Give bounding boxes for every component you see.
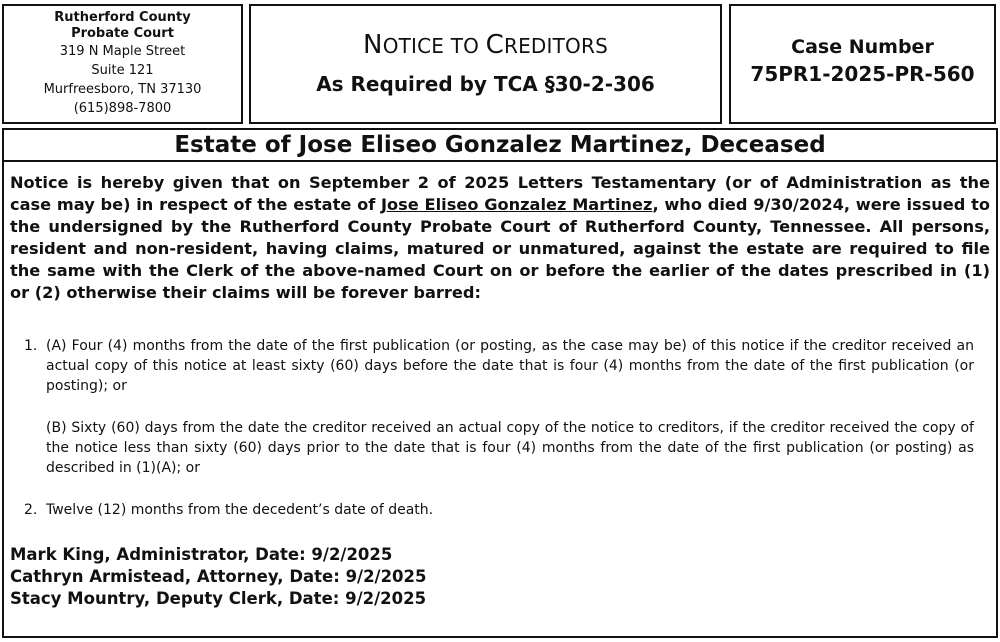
case-number-value: 75PR1-2025-PR-560 [750, 62, 975, 86]
court-suite: Suite 121 [91, 63, 154, 78]
estate-heading: Estate of Jose Eliseo Gonzalez Martinez, Deceased [4, 130, 996, 162]
list-item-text: Twelve (12) months from the decedent’s date of death. [46, 502, 434, 518]
notice-paragraph-part1: Notice is hereby given that on September 2 of 2025 Letters Testamentary (or of Administration as the case may be) in respect of the estate of [10, 173, 990, 214]
signature-administrator: Mark King, Administrator, Date: 9/2/2025 [10, 545, 393, 564]
case-number-box [729, 4, 996, 124]
notice-title [251, 30, 720, 60]
title-initial-c: C [485, 30, 504, 60]
title-initial-n: N [363, 30, 383, 60]
court-name [4, 10, 241, 42]
court-address-box [2, 4, 243, 124]
notice-paragraph-part2: , who died 9/30/2024, were issued to the undersigned by the Rutherford County Probate Court of Rutherford County, Tennessee. All persons, resident and non-resident, having claims, matured or unmatured, against the estate are required to file the same with the Clerk of the above-named Court on or before the earlier of the dates prescribed in (1) or (2) otherwise their claims will be forever barred: [10, 195, 990, 302]
court-name-line2: Probate Court [71, 26, 174, 41]
court-city: Murfreesboro, TN 37130 [43, 82, 202, 97]
list-item [14, 336, 974, 478]
signature-deputy-clerk: Stacy Mountry, Deputy Clerk, Date: 9/2/2025 [10, 589, 427, 608]
notice-subtitle: As Required by TCA §30-2-306 [316, 72, 655, 96]
list-item-number: 2. [24, 502, 38, 518]
signature-attorney: Cathryn Armistead, Attorney, Date: 9/2/2025 [10, 567, 427, 586]
notice-title-box [249, 4, 722, 124]
notice-body-frame [2, 128, 998, 638]
title-reditors: REDITORS [503, 34, 608, 58]
signature-block [10, 544, 610, 610]
notice-paragraph [10, 172, 990, 304]
list-item-number: 1. [24, 338, 38, 354]
court-phone: (615)898-7800 [73, 101, 172, 116]
court-street: 319 N Maple Street [59, 44, 186, 59]
deceased-name: Jose Eliseo Gonzalez Martinez [381, 195, 653, 214]
list-item-part-b: (B) Sixty (60) days from the date the creditor received an actual copy of the notice to creditors, if the creditor received the copy of the notice less than sixty (60) days prior to the date that is four (4) months from the date of the first publication (or posting) as described in (1)(A); or [46, 420, 974, 476]
deadline-list [14, 336, 974, 520]
list-item-part-a: (A) Four (4) months from the date of the first publication (or posting, as the case may be) of this notice if the creditor received an actual copy of this notice at least sixty (60) days before the date that is four (4) months from the date of the first publication (or posting); or [46, 338, 974, 394]
title-otice: OTICE TO [382, 34, 486, 58]
list-item [14, 500, 974, 520]
case-number-label: Case Number [791, 36, 934, 58]
court-name-line1: Rutherford County [54, 10, 191, 25]
